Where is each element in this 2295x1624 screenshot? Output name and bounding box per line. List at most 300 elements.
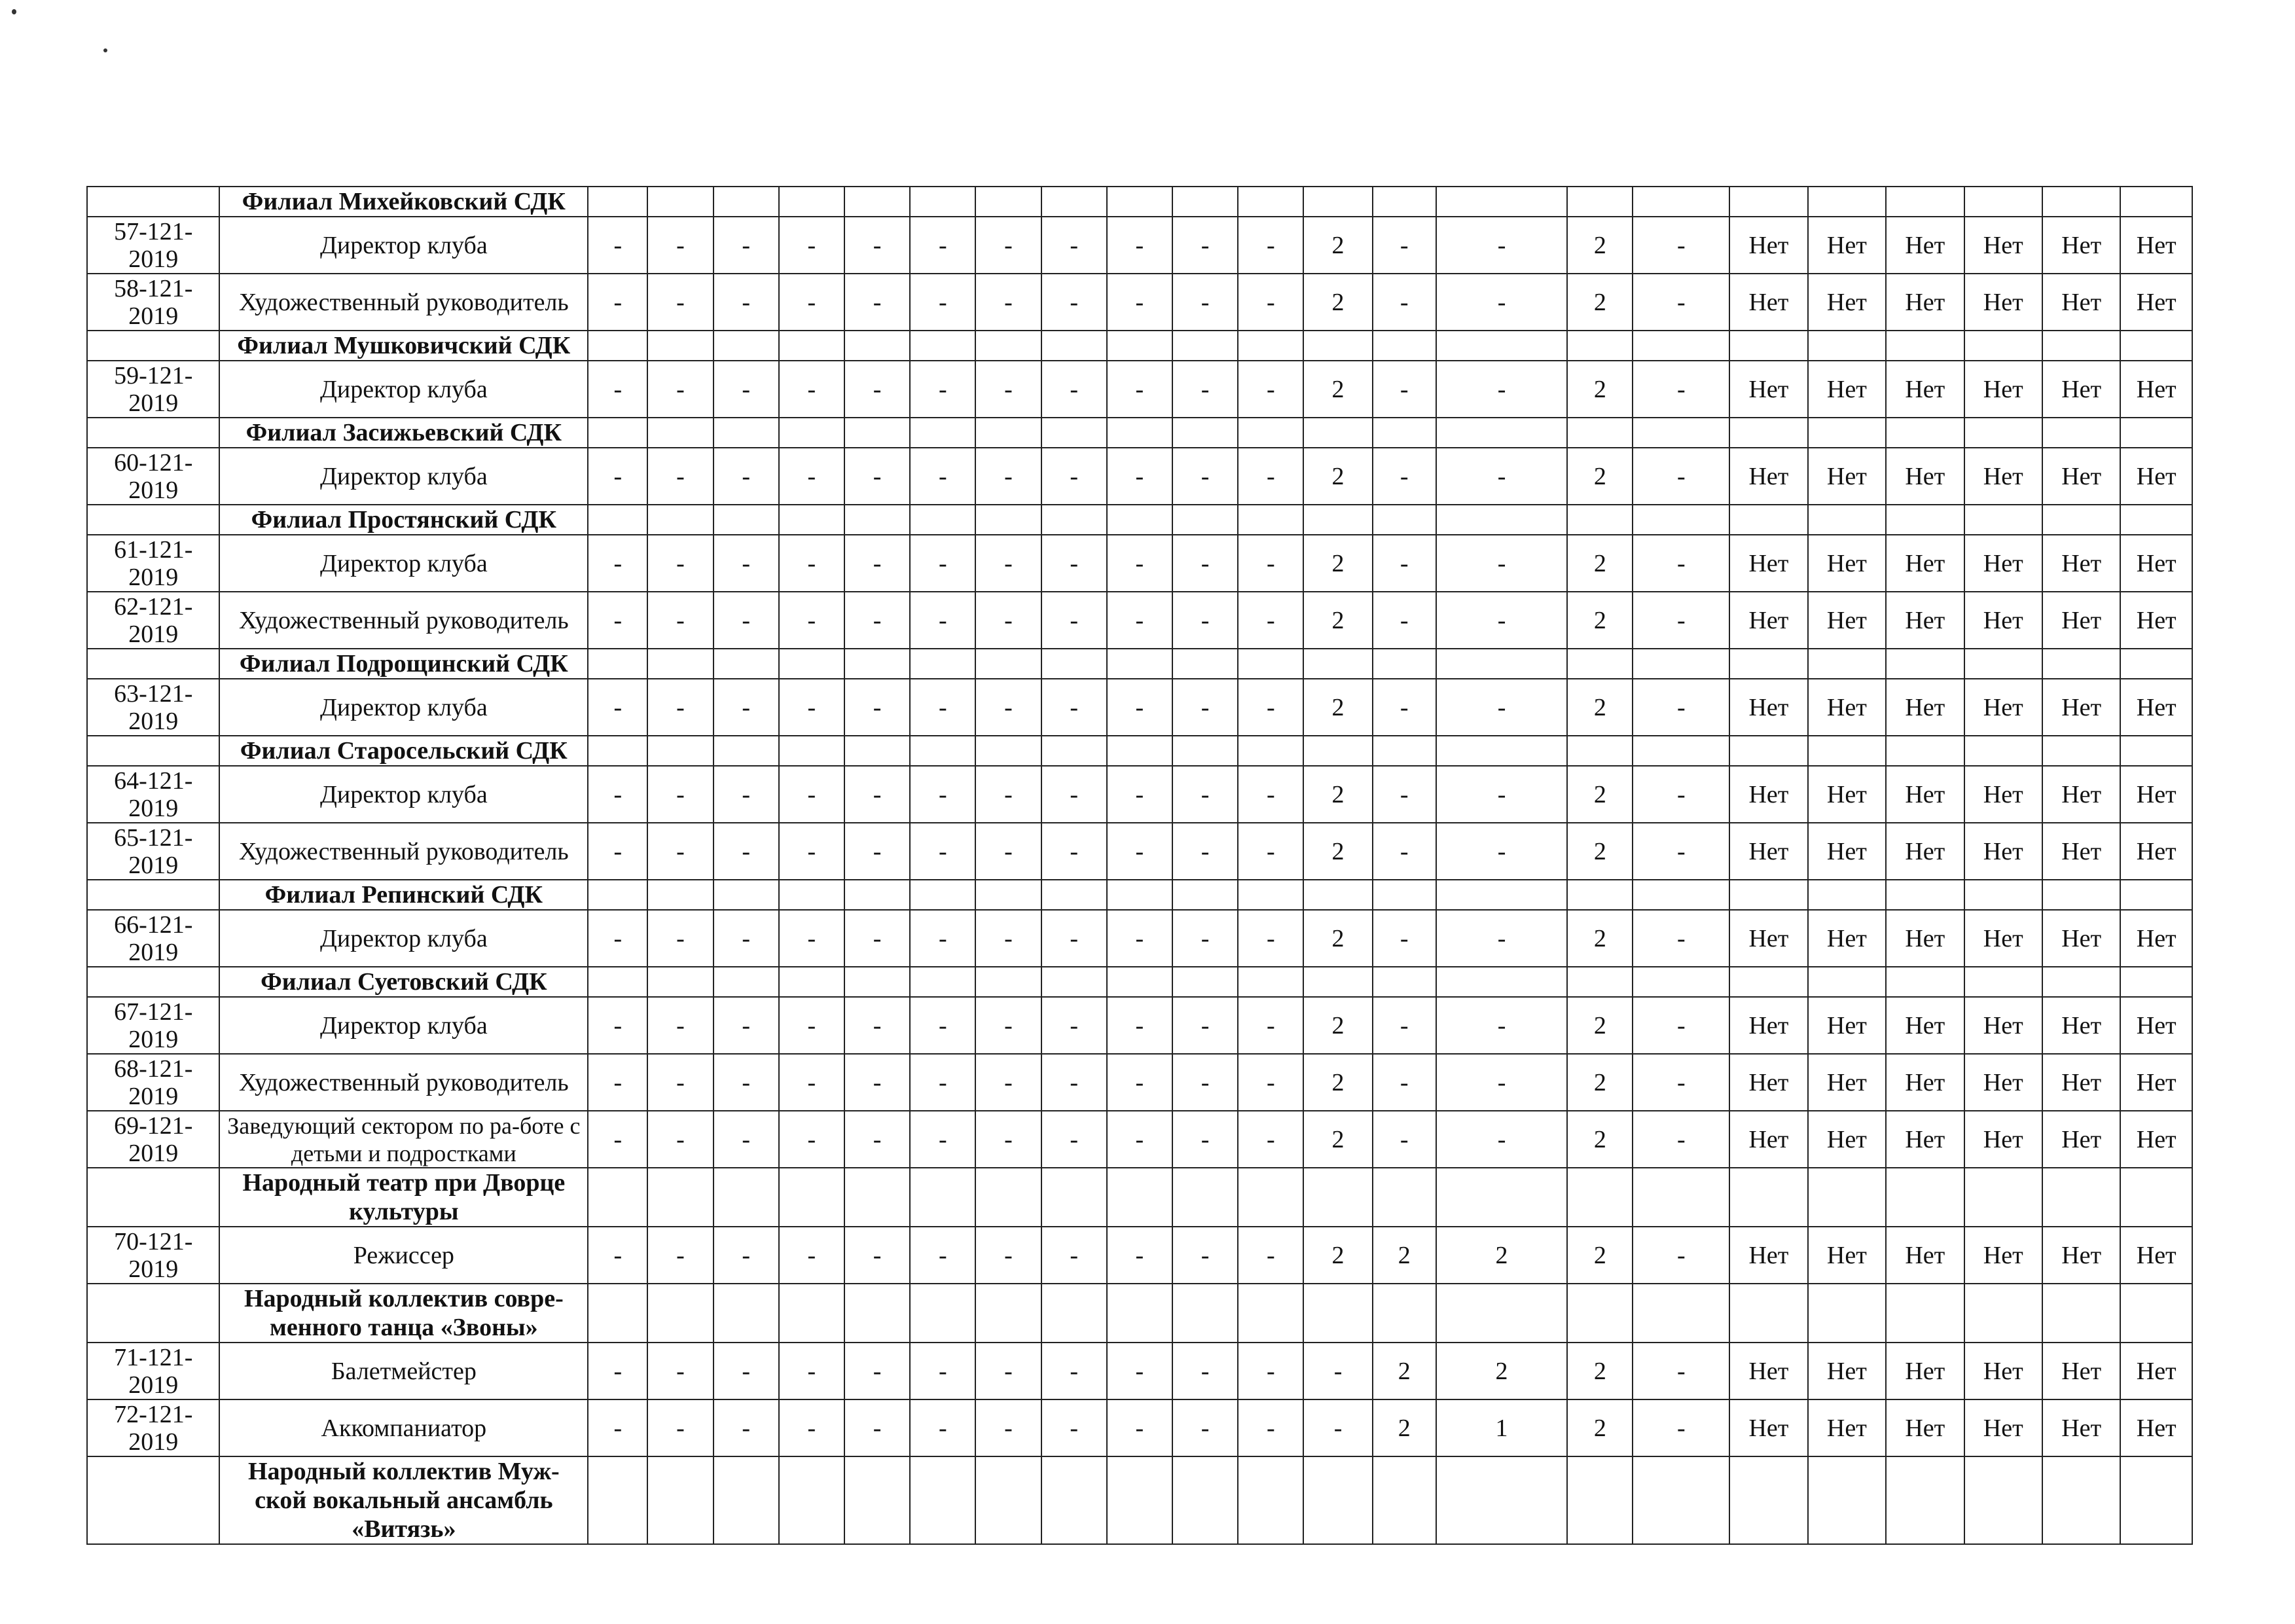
table-cell: - xyxy=(714,274,779,331)
table-cell: - xyxy=(1238,1343,1303,1399)
table-cell: Нет xyxy=(1886,274,1964,331)
table-cell: Нет xyxy=(1886,1227,1964,1284)
table-cell xyxy=(588,505,647,535)
table-cell: - xyxy=(714,217,779,274)
table-cell: - xyxy=(844,910,910,967)
table-cell: Нет xyxy=(1729,910,1807,967)
table-cell: Нет xyxy=(1886,1054,1964,1111)
table-cell: - xyxy=(1373,361,1436,418)
table-cell: Нет xyxy=(1886,997,1964,1054)
table-cell xyxy=(2120,880,2192,910)
table-cell xyxy=(714,418,779,448)
table-cell xyxy=(2042,187,2120,217)
table-cell xyxy=(1238,1284,1303,1343)
table-cell: - xyxy=(779,823,844,880)
table-cell: - xyxy=(1633,823,1729,880)
table-cell: - xyxy=(1107,448,1172,505)
table-cell: - xyxy=(1107,679,1172,736)
table-cell: - xyxy=(647,1227,713,1284)
table-cell xyxy=(844,505,910,535)
table-cell: - xyxy=(1238,535,1303,592)
table-cell: Нет xyxy=(2042,217,2120,274)
table-cell xyxy=(1373,736,1436,766)
code-cell xyxy=(87,505,219,535)
table-cell: Нет xyxy=(1729,1227,1807,1284)
table-cell: - xyxy=(1436,448,1567,505)
table-cell xyxy=(1886,736,1964,766)
table-cell: - xyxy=(1041,997,1107,1054)
position-name: Директор клуба xyxy=(219,910,588,967)
table-row xyxy=(87,1054,2192,1111)
table-row xyxy=(87,823,2192,880)
table-cell: Нет xyxy=(2042,592,2120,649)
table-cell xyxy=(1373,187,1436,217)
table-cell: 2 xyxy=(1567,766,1633,823)
table-cell xyxy=(1373,1456,1436,1544)
table-cell: - xyxy=(647,448,713,505)
table-cell xyxy=(1964,1284,2042,1343)
table-cell: - xyxy=(1041,823,1107,880)
table-cell xyxy=(2120,1456,2192,1544)
table-cell xyxy=(2120,418,2192,448)
table-cell: - xyxy=(714,766,779,823)
workplace-code: 61-121-2019 xyxy=(87,535,219,592)
table-cell xyxy=(1373,505,1436,535)
table-cell: - xyxy=(714,535,779,592)
table-cell: - xyxy=(910,274,975,331)
table-cell xyxy=(1303,649,1372,679)
table-cell xyxy=(910,331,975,361)
table-cell: - xyxy=(779,217,844,274)
table-cell: Нет xyxy=(2120,997,2192,1054)
table-cell xyxy=(1172,967,1238,997)
table-cell: - xyxy=(779,592,844,649)
table-cell xyxy=(1041,505,1107,535)
table-cell xyxy=(1964,649,2042,679)
table-cell xyxy=(1729,331,1807,361)
table-cell: Нет xyxy=(1729,1111,1807,1168)
table-cell xyxy=(1041,967,1107,997)
table-cell xyxy=(1436,331,1567,361)
table-cell: - xyxy=(1041,361,1107,418)
table-cell: - xyxy=(588,217,647,274)
table-cell xyxy=(1633,331,1729,361)
table-cell: Нет xyxy=(1886,910,1964,967)
table-cell: - xyxy=(1373,217,1436,274)
table-cell xyxy=(1303,505,1372,535)
table-cell xyxy=(2120,187,2192,217)
table-cell xyxy=(1041,418,1107,448)
table-cell: - xyxy=(1041,910,1107,967)
table-cell: - xyxy=(1436,592,1567,649)
table-cell: - xyxy=(1373,679,1436,736)
table-cell: - xyxy=(1633,592,1729,649)
table-cell xyxy=(647,880,713,910)
table-cell xyxy=(1633,967,1729,997)
table-cell xyxy=(1436,1284,1567,1343)
table-cell xyxy=(1373,1168,1436,1227)
table-cell xyxy=(1436,1168,1567,1227)
table-cell: - xyxy=(1238,679,1303,736)
table-cell: - xyxy=(910,997,975,1054)
table-cell xyxy=(1808,1284,1886,1343)
table-cell: Нет xyxy=(1729,997,1807,1054)
table-cell: - xyxy=(779,997,844,1054)
section-row xyxy=(87,418,2192,448)
table-cell xyxy=(1633,736,1729,766)
code-cell xyxy=(87,649,219,679)
table-row xyxy=(87,1399,2192,1456)
table-cell xyxy=(844,187,910,217)
table-cell: - xyxy=(588,679,647,736)
table-cell xyxy=(647,1284,713,1343)
table-cell: Нет xyxy=(1964,361,2042,418)
table-cell xyxy=(1886,880,1964,910)
table-cell: - xyxy=(1633,1227,1729,1284)
table-cell: Нет xyxy=(1808,1054,1886,1111)
table-cell xyxy=(1436,187,1567,217)
table-cell xyxy=(714,1284,779,1343)
table-row xyxy=(87,997,2192,1054)
table-cell: - xyxy=(1373,910,1436,967)
table-cell: - xyxy=(910,910,975,967)
table-cell: Нет xyxy=(1808,823,1886,880)
table-cell: 2 xyxy=(1567,592,1633,649)
table-cell: - xyxy=(588,997,647,1054)
table-cell xyxy=(647,1456,713,1544)
table-cell xyxy=(1729,1168,1807,1227)
table-cell: Нет xyxy=(2120,1111,2192,1168)
table-cell: - xyxy=(1041,1054,1107,1111)
table-cell xyxy=(1436,967,1567,997)
table-cell: - xyxy=(647,274,713,331)
table-cell: Нет xyxy=(1729,274,1807,331)
table-cell: - xyxy=(714,1111,779,1168)
table-cell: Нет xyxy=(1964,1111,2042,1168)
table-row xyxy=(87,535,2192,592)
table-cell xyxy=(588,331,647,361)
table-cell xyxy=(1729,649,1807,679)
table-cell xyxy=(1567,649,1633,679)
table-cell xyxy=(1041,1284,1107,1343)
table-row xyxy=(87,448,2192,505)
table-cell: - xyxy=(910,1227,975,1284)
table-cell: - xyxy=(1436,1054,1567,1111)
table-cell: - xyxy=(1041,217,1107,274)
table-cell: 2 xyxy=(1567,1399,1633,1456)
table-cell: Нет xyxy=(1808,997,1886,1054)
table-cell xyxy=(1041,880,1107,910)
table-cell: - xyxy=(588,448,647,505)
table-cell xyxy=(1808,505,1886,535)
table-cell: 2 xyxy=(1567,823,1633,880)
table-cell: - xyxy=(714,910,779,967)
table-cell xyxy=(1041,736,1107,766)
table-cell xyxy=(1373,967,1436,997)
table-cell: 2 xyxy=(1303,766,1372,823)
table-cell xyxy=(588,736,647,766)
table-cell xyxy=(647,1168,713,1227)
table-cell: - xyxy=(1238,1399,1303,1456)
table-cell: Нет xyxy=(1729,217,1807,274)
table-cell xyxy=(779,1168,844,1227)
table-cell xyxy=(910,880,975,910)
table-cell: 1 xyxy=(1436,1399,1567,1456)
table-cell: Нет xyxy=(1729,535,1807,592)
table-cell: - xyxy=(844,1399,910,1456)
table-cell xyxy=(779,649,844,679)
table-cell xyxy=(2042,505,2120,535)
table-cell xyxy=(1041,649,1107,679)
table-cell: - xyxy=(1303,1343,1372,1399)
scan-speck xyxy=(103,48,107,52)
table-cell: - xyxy=(1633,679,1729,736)
table-cell: - xyxy=(714,997,779,1054)
code-cell xyxy=(87,1284,219,1343)
table-cell xyxy=(714,967,779,997)
table-cell: - xyxy=(975,1399,1041,1456)
table-cell xyxy=(1886,1168,1964,1227)
table-cell: - xyxy=(1107,1111,1172,1168)
table-cell: - xyxy=(1633,997,1729,1054)
table-cell xyxy=(1172,880,1238,910)
table-cell: - xyxy=(588,1054,647,1111)
section-title: Филиал Старосельский СДК xyxy=(219,736,588,766)
table-cell: Нет xyxy=(2042,997,2120,1054)
table-cell: - xyxy=(1633,1399,1729,1456)
table-cell xyxy=(1964,880,2042,910)
table-cell: - xyxy=(1238,823,1303,880)
table-cell xyxy=(1964,505,2042,535)
section-title: Филиал Простянский СДК xyxy=(219,505,588,535)
table-cell: - xyxy=(975,1343,1041,1399)
table-cell: - xyxy=(975,217,1041,274)
table-cell xyxy=(1436,1456,1567,1544)
table-cell: - xyxy=(975,910,1041,967)
table-cell: - xyxy=(779,361,844,418)
table-cell: Нет xyxy=(1729,766,1807,823)
table-cell xyxy=(1886,967,1964,997)
section-title: Филиал Михейковский СДК xyxy=(219,187,588,217)
table-cell xyxy=(779,1456,844,1544)
table-cell xyxy=(2042,880,2120,910)
scan-speck xyxy=(12,9,16,14)
table-cell xyxy=(1436,880,1567,910)
table-cell xyxy=(1172,1456,1238,1544)
table-cell: Нет xyxy=(2042,535,2120,592)
table-cell: - xyxy=(1238,910,1303,967)
table-cell xyxy=(1964,1168,2042,1227)
table-cell xyxy=(588,967,647,997)
table-cell: - xyxy=(1303,1399,1372,1456)
table-cell: Нет xyxy=(1964,679,2042,736)
table-cell: - xyxy=(1041,1227,1107,1284)
table-cell: - xyxy=(975,1111,1041,1168)
table-row xyxy=(87,766,2192,823)
table-cell: 2 xyxy=(1567,1111,1633,1168)
table-cell xyxy=(1041,187,1107,217)
table-cell: - xyxy=(1107,274,1172,331)
table-cell xyxy=(1567,880,1633,910)
table-cell xyxy=(2042,418,2120,448)
table-cell xyxy=(1238,331,1303,361)
table-cell xyxy=(1964,187,2042,217)
table-cell xyxy=(2120,331,2192,361)
table-cell xyxy=(1567,1284,1633,1343)
table-cell: Нет xyxy=(1729,823,1807,880)
table-cell xyxy=(1808,1456,1886,1544)
table-cell: Нет xyxy=(1964,1227,2042,1284)
table-cell xyxy=(1633,1284,1729,1343)
position-name: Директор клуба xyxy=(219,766,588,823)
section-row xyxy=(87,649,2192,679)
table-cell xyxy=(910,649,975,679)
table-cell xyxy=(588,1456,647,1544)
table-cell: Нет xyxy=(2120,448,2192,505)
table-cell: - xyxy=(588,1343,647,1399)
table-cell: - xyxy=(1633,535,1729,592)
table-cell xyxy=(1107,736,1172,766)
table-cell: Нет xyxy=(1964,448,2042,505)
table-cell xyxy=(1964,967,2042,997)
section-row xyxy=(87,187,2192,217)
table-cell xyxy=(1238,880,1303,910)
table-cell: 2 xyxy=(1303,823,1372,880)
table-cell: Нет xyxy=(1808,274,1886,331)
table-cell: Нет xyxy=(1729,361,1807,418)
table-cell: - xyxy=(1041,1343,1107,1399)
table-cell xyxy=(779,880,844,910)
position-name: Балетмейстер xyxy=(219,1343,588,1399)
table-cell: Нет xyxy=(2042,910,2120,967)
table-cell: - xyxy=(844,679,910,736)
table-cell xyxy=(910,187,975,217)
table-cell xyxy=(1633,1456,1729,1544)
table-cell: - xyxy=(779,1054,844,1111)
table-cell xyxy=(1373,1284,1436,1343)
table-cell: - xyxy=(1107,217,1172,274)
table-cell: Нет xyxy=(1808,679,1886,736)
table-cell: - xyxy=(647,1111,713,1168)
table-cell xyxy=(647,331,713,361)
table-cell: Нет xyxy=(1808,1111,1886,1168)
table-cell: - xyxy=(1373,535,1436,592)
table-cell xyxy=(1808,967,1886,997)
table-cell xyxy=(1567,967,1633,997)
table-cell xyxy=(1107,1168,1172,1227)
table-cell xyxy=(844,1168,910,1227)
table-cell xyxy=(1808,1168,1886,1227)
table-cell: - xyxy=(1041,1399,1107,1456)
table-cell xyxy=(714,1456,779,1544)
table-cell: - xyxy=(588,1227,647,1284)
table-cell: - xyxy=(779,1227,844,1284)
table-cell xyxy=(1238,418,1303,448)
table-row xyxy=(87,274,2192,331)
table-cell: - xyxy=(1238,1111,1303,1168)
table-cell xyxy=(1567,1456,1633,1544)
table-cell xyxy=(1964,331,2042,361)
table-row xyxy=(87,361,2192,418)
table-cell: - xyxy=(588,1399,647,1456)
table-cell: Нет xyxy=(1808,1399,1886,1456)
table-row xyxy=(87,1343,2192,1399)
table-cell: - xyxy=(1633,1054,1729,1111)
table-cell: Нет xyxy=(1964,910,2042,967)
section-title: Народный театр при Дворце культуры xyxy=(219,1168,588,1227)
table-cell: - xyxy=(1041,766,1107,823)
position-name: Художественный руководитель xyxy=(219,823,588,880)
section-title: Филиал Подрощинский СДК xyxy=(219,649,588,679)
table-cell xyxy=(1808,331,1886,361)
table-cell: - xyxy=(1172,361,1238,418)
table-cell xyxy=(1107,505,1172,535)
table-cell xyxy=(1808,736,1886,766)
table-cell: - xyxy=(844,535,910,592)
table-cell xyxy=(1964,1456,2042,1544)
table-cell: - xyxy=(1041,679,1107,736)
table-cell xyxy=(714,505,779,535)
table-cell: Нет xyxy=(1808,361,1886,418)
position-name: Директор клуба xyxy=(219,361,588,418)
code-cell xyxy=(87,331,219,361)
table-cell: - xyxy=(844,448,910,505)
table-cell: - xyxy=(714,448,779,505)
table-cell: - xyxy=(844,1054,910,1111)
table-cell xyxy=(1436,418,1567,448)
table-cell: - xyxy=(844,592,910,649)
table-cell xyxy=(2120,1284,2192,1343)
table-cell: - xyxy=(975,679,1041,736)
workplace-code: 59-121-2019 xyxy=(87,361,219,418)
table-cell: - xyxy=(910,1399,975,1456)
table-cell: - xyxy=(1436,997,1567,1054)
table-cell xyxy=(1107,649,1172,679)
table-cell xyxy=(647,418,713,448)
table-row xyxy=(87,1111,2192,1168)
workplace-code: 64-121-2019 xyxy=(87,766,219,823)
table-cell: - xyxy=(647,592,713,649)
table-row xyxy=(87,217,2192,274)
table-cell: Нет xyxy=(2120,823,2192,880)
table-cell: - xyxy=(714,1227,779,1284)
table-cell: Нет xyxy=(1964,1343,2042,1399)
table-cell: 2 xyxy=(1567,1227,1633,1284)
table-cell: 2 xyxy=(1567,217,1633,274)
position-name: Художественный руководитель xyxy=(219,1054,588,1111)
table-cell: - xyxy=(1238,274,1303,331)
table-cell: - xyxy=(647,535,713,592)
code-cell xyxy=(87,187,219,217)
table-cell: 2 xyxy=(1567,361,1633,418)
section-row xyxy=(87,880,2192,910)
table-cell: - xyxy=(1041,592,1107,649)
table-cell xyxy=(1373,418,1436,448)
table-cell: - xyxy=(588,766,647,823)
workplace-code: 58-121-2019 xyxy=(87,274,219,331)
code-cell xyxy=(87,1168,219,1227)
table-cell: 2 xyxy=(1567,910,1633,967)
table-cell: Нет xyxy=(2120,1399,2192,1456)
table-cell: - xyxy=(1107,361,1172,418)
table-cell: - xyxy=(647,1399,713,1456)
table-cell: Нет xyxy=(1729,448,1807,505)
table-cell xyxy=(844,880,910,910)
table-cell xyxy=(588,187,647,217)
table-cell xyxy=(2042,649,2120,679)
table-cell xyxy=(975,331,1041,361)
table-row xyxy=(87,1227,2192,1284)
